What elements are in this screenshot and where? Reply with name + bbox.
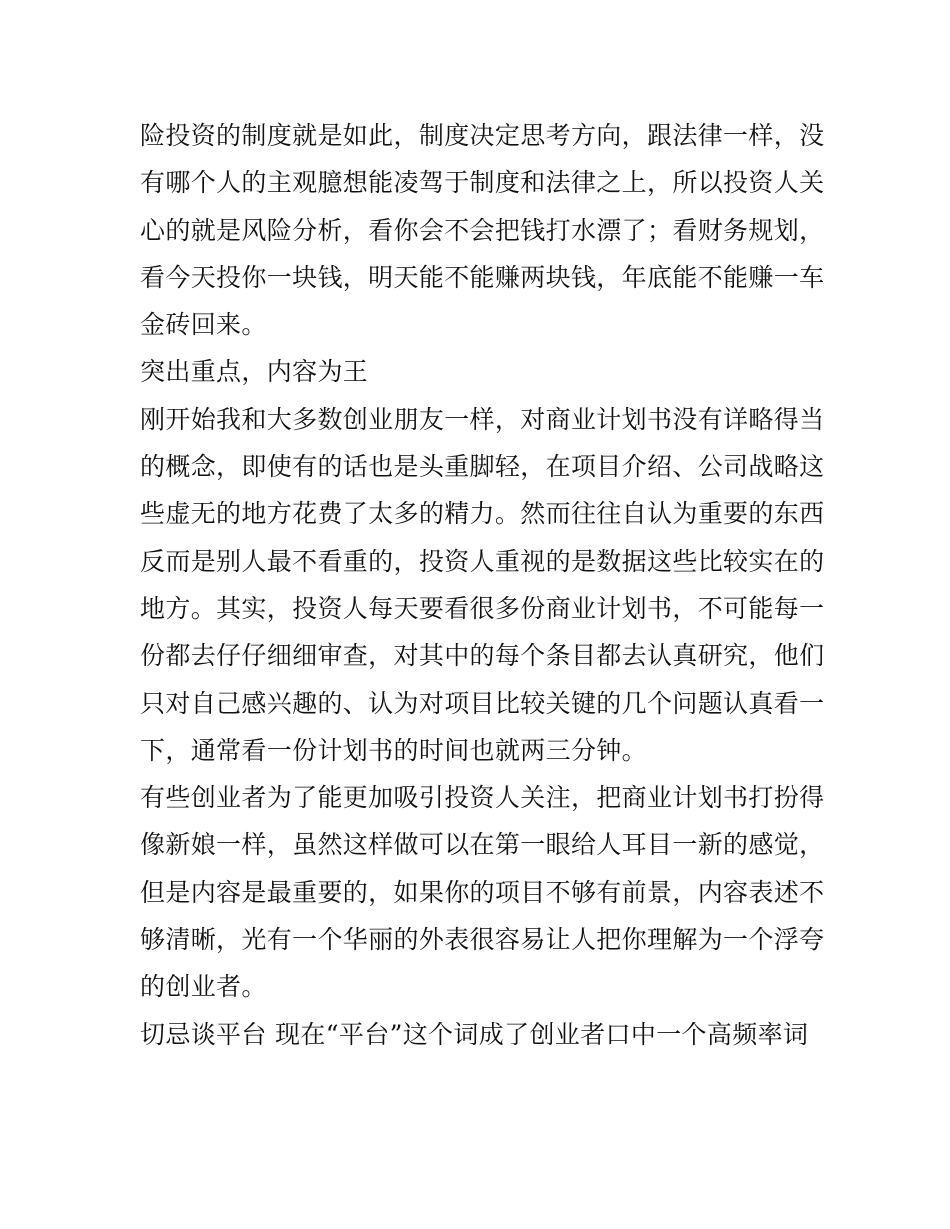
text-line: 反而是别人最不看重的，投资人重视的是数据这些比较实在的: [140, 546, 825, 576]
text-line: 险投资的制度就是如此，制度决定思考方向，跟法律一样，没: [140, 121, 825, 150]
text-line: 有哪个人的主观臆想能凌驾于制度和法律之上，所以投资人关: [140, 168, 825, 198]
document-body: [140, 112, 825, 1058]
text-line: 些虚无的地方花费了太多的精力。然而往往自认为重要的东西: [140, 499, 825, 529]
text-line: 地方。其实，投资人每天要看很多份商业计划书，不可能每一: [140, 593, 825, 623]
text-line: 份都去仔仔细细审查，对其中的每个条目都去认真研究，他们: [140, 641, 825, 671]
text-line: 的概念，即使有的话也是头重脚轻，在项目介绍、公司战略这: [140, 452, 825, 482]
text-line: 刚开始我和大多数创业朋友一样，对商业计划书没有详略得当: [140, 404, 825, 434]
text-line: 像新娘一样，虽然这样做可以在第一眼给人耳目一新的感觉，: [140, 830, 825, 860]
text-line: 看今天投你一块钱，明天能不能赚两块钱，年底能不能赚一车: [140, 262, 825, 292]
text-line: 够清晰，光有一个华丽的外表很容易让人把你理解为一个浮夸: [140, 925, 825, 955]
text-line: 切忌谈平台 现在“平台”这个词成了创业者口中一个高频率词: [140, 1019, 809, 1049]
text-line: 但是内容是最重要的，如果你的项目不够有前景，内容表述不: [140, 877, 825, 907]
section-heading: 突出重点，内容为王: [140, 357, 369, 387]
text-line: 金砖回来。: [140, 310, 267, 340]
text-line: 心的就是风险分析，看你会不会把钱打水漂了；看财务规划，: [140, 215, 825, 245]
text-line: 下，通常看一份计划书的时间也就两三分钟。: [140, 735, 648, 765]
text-line: 的创业者。: [140, 972, 267, 1002]
text-line: 只对自己感兴趣的、认为对项目比较关键的几个问题认真看一: [140, 688, 825, 718]
text-line: 有些创业者为了能更加吸引投资人关注，把商业计划书打扮得: [140, 783, 825, 813]
